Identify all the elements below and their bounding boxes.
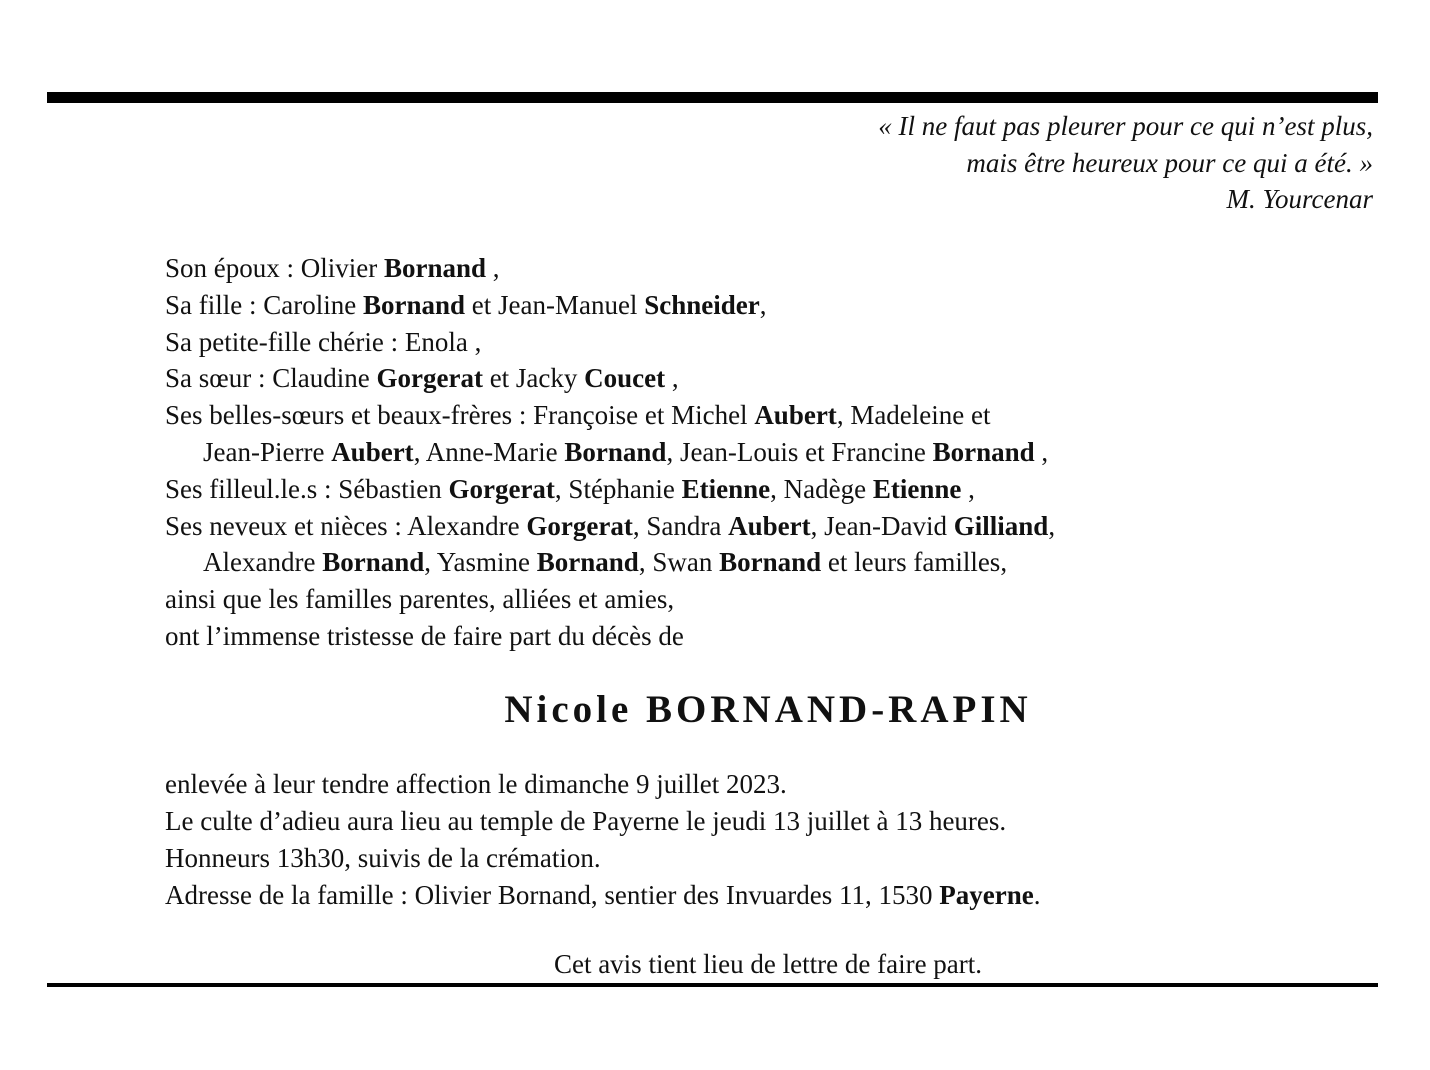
- announcement-line: ont l’immense tristesse de faire part du décès de: [165, 620, 684, 651]
- quote-line-1: « Il ne faut pas pleurer pour ce qui n’est plus,: [878, 111, 1373, 141]
- nephews-line: Ses neveux et nièces : Alexandre Gorgerat, Sandra Aubert, Jean-David Gilliand,: [165, 510, 1056, 541]
- inlaws-line: Ses belles-sœurs et beaux-frères : Françoise et Michel Aubert, Madeleine et: [165, 400, 991, 431]
- epigraph-quote: [878, 108, 1373, 218]
- sister-line: Sa sœur : Claudine Gorgerat et Jacky Coucet ,: [165, 363, 679, 394]
- family-list: [165, 250, 1315, 655]
- granddaughter-line: Sa petite-fille chérie : Enola ,: [165, 326, 482, 357]
- death-date-line: enlevée à leur tendre affection le dimanche 9 juillet 2023.: [165, 769, 787, 799]
- bottom-divider: [47, 983, 1378, 987]
- top-divider: [47, 92, 1378, 103]
- spouse-line: Son époux : Olivier Bornand ,: [165, 253, 500, 283]
- quote-line-2: mais être heureux pour ce qui a été. »: [966, 147, 1373, 178]
- family-address-line: Adresse de la famille : Olivier Bornand, sentier des Invuardes 11, 1530 Payerne.: [165, 880, 1041, 910]
- nephews-line-continued: Alexandre Bornand, Yasmine Bornand, Swan Bornand et leurs familles,: [203, 547, 1008, 578]
- relatives-line: ainsi que les familles parentes, alliées et amies,: [165, 584, 675, 615]
- footer-note: Cet avis tient lieu de lettre de faire part.: [553, 949, 983, 979]
- godchildren-line: Ses filleul.le.s : Sébastien Gorgerat, Stéphanie Etienne, Nadège Etienne ,: [165, 473, 975, 504]
- honours-line: Honneurs 13h30, suivis de la crémation.: [165, 843, 601, 873]
- deceased-name: Nicole BORNAND-RAPIN: [504, 688, 1032, 731]
- daughter-line: Sa fille : Caroline Bornand et Jean-Manuel Schneider,: [165, 289, 767, 320]
- ceremony-details: [165, 766, 1315, 914]
- service-line: Le culte d’adieu aura lieu au temple de Payerne le jeudi 13 juillet à 13 heures.: [165, 806, 1007, 836]
- quote-author: M. Yourcenar: [1226, 184, 1373, 214]
- inlaws-line-continued: Jean-Pierre Aubert, Anne-Marie Bornand, Jean-Louis et Francine Bornand ,: [203, 436, 1049, 467]
